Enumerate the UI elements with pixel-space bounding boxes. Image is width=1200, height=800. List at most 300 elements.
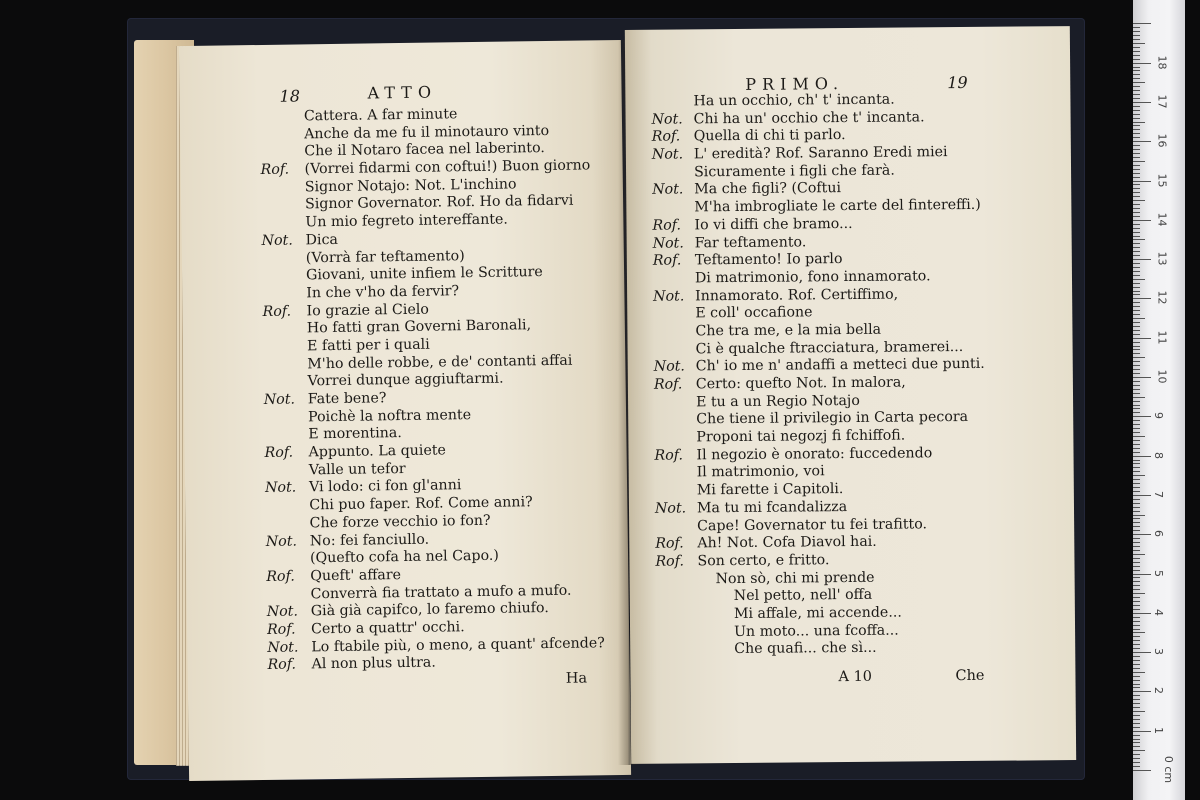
speaker-label: Rof.	[655, 553, 684, 570]
ruler-tick	[1133, 499, 1140, 500]
ruler-tick	[1133, 153, 1140, 154]
ruler-tick	[1133, 699, 1140, 700]
ruler-tick	[1133, 86, 1140, 87]
ruler-tick	[1133, 177, 1140, 178]
verse-text: Ha un occhio, ch' t' incanta.	[693, 91, 895, 110]
ruler-tick	[1133, 735, 1140, 736]
ruler-label: 3	[1152, 648, 1165, 656]
ruler-tick	[1133, 542, 1140, 543]
speaker-label: Not.	[261, 232, 293, 249]
ruler-tick	[1133, 613, 1151, 614]
ruler-tick	[1133, 149, 1140, 150]
ruler-tick	[1133, 495, 1151, 496]
ruler-tick	[1133, 605, 1140, 606]
verse-text: No: fei fanciullo.	[309, 531, 430, 549]
measuring-ruler	[1133, 0, 1185, 800]
verse-text: Proponi tai negozj fi fchiffofi.	[696, 427, 906, 446]
ruler-tick	[1133, 648, 1140, 649]
verse-text: Certo a quattr' occhi.	[310, 619, 465, 638]
right-page-catchword: Che	[955, 667, 985, 685]
ruler-label: 14	[1155, 212, 1169, 227]
ruler-tick	[1133, 503, 1140, 504]
ruler-tick	[1133, 385, 1140, 386]
ruler-tick	[1133, 570, 1140, 571]
verse-text: Al non plus ultra.	[311, 654, 436, 673]
speaker-label: Not.	[263, 391, 296, 408]
ruler-tick	[1133, 428, 1140, 429]
speaker-label: Not.	[267, 639, 299, 656]
ruler-tick	[1133, 102, 1151, 103]
ruler-tick	[1133, 558, 1140, 559]
verse-text: M'ho delle robbe, e de' contanti affai	[307, 352, 573, 372]
verse-text: Ah! Not. Cofa Diavol hai.	[697, 533, 877, 552]
verse-text: Innamorato. Rof. Certiffimo,	[695, 286, 899, 304]
verse-text: Fate bene?	[307, 390, 387, 408]
ruler-tick	[1133, 39, 1140, 40]
speaker-label: Rof.	[655, 535, 684, 552]
ruler-tick	[1133, 475, 1145, 476]
verse-text: Signor Notajo: Not. L'inchino	[304, 176, 517, 196]
ruler-tick	[1133, 173, 1140, 174]
ruler-tick	[1133, 625, 1140, 626]
verse-text: In che v'ho da fervir?	[306, 283, 460, 302]
speaker-label: Rof.	[653, 376, 683, 393]
ruler-tick	[1133, 687, 1140, 688]
verse-text: Far teftamento.	[694, 233, 807, 251]
ruler-label: 10	[1155, 369, 1169, 384]
ruler-tick	[1133, 405, 1140, 406]
ruler-tick	[1133, 538, 1140, 539]
speaker-label: Rof.	[652, 217, 682, 234]
left-page-text	[260, 106, 605, 675]
speaker-label: Not.	[654, 500, 687, 517]
ruler-tick	[1133, 680, 1140, 681]
speaker-label: Rof.	[262, 303, 292, 320]
verse-text: L' eredità? Rof. Saranno Eredi miei	[693, 144, 948, 163]
ruler-label: 11	[1155, 330, 1169, 345]
ruler-tick	[1133, 196, 1140, 197]
ruler-tick	[1133, 349, 1140, 350]
ruler-tick	[1133, 169, 1140, 170]
ruler-tick	[1133, 318, 1145, 319]
ruler-tick	[1133, 707, 1140, 708]
ruler-tick	[1133, 408, 1140, 409]
ruler-tick	[1133, 401, 1140, 402]
ruler-tick	[1133, 141, 1151, 142]
ruler-tick	[1133, 216, 1140, 217]
ruler-tick	[1133, 110, 1140, 111]
verse-text: Quella di chi ti parlo.	[693, 127, 846, 145]
ruler-tick	[1133, 727, 1140, 728]
verse-text: Ch' io me n' andaffi a metteci due punti.	[695, 356, 985, 375]
ruler-tick	[1133, 243, 1140, 244]
right-page-number: 19	[947, 72, 968, 93]
ruler-tick	[1133, 294, 1140, 295]
ruler-tick	[1133, 691, 1151, 692]
ruler-tick	[1133, 562, 1140, 563]
ruler-label: 8	[1152, 451, 1165, 459]
ruler-tick	[1133, 719, 1140, 720]
verse-text: Di matrimonio, fono innamorato.	[694, 268, 931, 287]
ruler-label: 0 cm	[1162, 755, 1176, 784]
ruler-tick	[1133, 526, 1140, 527]
ruler-tick	[1133, 574, 1151, 575]
ruler-tick	[1133, 636, 1140, 637]
speaker-label: Not.	[653, 358, 685, 376]
verse-text: Non sò, chi mi prende	[715, 569, 875, 587]
ruler-tick	[1133, 106, 1140, 107]
ruler-tick	[1133, 522, 1140, 523]
ruler-tick	[1133, 581, 1140, 582]
ruler-tick	[1133, 267, 1140, 268]
ruler-tick	[1133, 330, 1140, 331]
ruler-tick	[1133, 212, 1140, 213]
verse-text: Vi lodo: ci fon gl'anni	[308, 477, 462, 496]
ruler-tick	[1133, 597, 1140, 598]
ruler-tick	[1133, 306, 1140, 307]
ruler-tick	[1133, 644, 1140, 645]
right-page-header: PRIMO.	[745, 74, 845, 94]
verse-text: Lo ftabile più, o meno, a quant' afcende?	[311, 634, 605, 655]
verse-text: (Quefto cofa ha nel Capo.)	[309, 547, 499, 567]
ruler-tick	[1133, 114, 1140, 115]
ruler-tick	[1133, 137, 1140, 138]
ruler-tick	[1133, 515, 1145, 516]
ruler-tick	[1133, 467, 1140, 468]
ruler-tick	[1133, 507, 1140, 508]
ruler-tick	[1133, 491, 1140, 492]
ruler-tick	[1133, 133, 1140, 134]
verse-text: Nel petto, nell' offa	[733, 587, 873, 605]
ruler-tick	[1133, 200, 1145, 201]
ruler-tick	[1133, 660, 1140, 661]
ruler-tick	[1133, 118, 1140, 119]
ruler-tick	[1133, 652, 1151, 653]
ruler-tick	[1133, 334, 1140, 335]
verse-text: Io vi diffi che bramo...	[694, 215, 853, 234]
speaker-label: Rof.	[654, 447, 684, 464]
ruler-tick	[1133, 338, 1151, 339]
ruler-tick	[1133, 448, 1140, 449]
speaker-label: Not.	[652, 181, 684, 199]
ruler-tick	[1133, 676, 1140, 677]
ruler-tick	[1133, 656, 1140, 657]
ruler-tick	[1133, 263, 1140, 264]
verse-text: Son certo, e fritto.	[697, 552, 830, 570]
ruler-tick	[1133, 232, 1140, 233]
speaker-label: Rof.	[266, 621, 296, 638]
ruler-tick	[1133, 471, 1140, 472]
left-page-catchword: Ha	[565, 670, 588, 687]
speaker-label: Not.	[266, 603, 299, 621]
ruler-tick	[1133, 397, 1145, 398]
verse-text: Giovani, unite infiem le Scritture	[305, 264, 543, 284]
verse-text: Vorrei dunque aggiuftarmi.	[307, 370, 504, 390]
ruler-tick	[1133, 511, 1140, 512]
ruler-tick	[1133, 518, 1140, 519]
ruler-tick	[1133, 279, 1145, 280]
ruler-tick	[1133, 715, 1140, 716]
verse-text: Che quafi... che sì...	[734, 640, 877, 658]
ruler-tick	[1133, 145, 1140, 146]
ruler-tick	[1133, 122, 1145, 123]
ruler-tick	[1133, 239, 1145, 240]
verse-text: Signor Governator. Rof. Ho da fidarvi	[305, 193, 574, 213]
verse-text: Un mio fegreto intereffante.	[305, 211, 509, 231]
ruler-tick	[1133, 228, 1140, 229]
ruler-tick	[1133, 78, 1140, 79]
ruler-tick	[1133, 770, 1151, 771]
ruler-tick	[1133, 550, 1140, 551]
verse-text: Poichè la noftra mente	[307, 406, 472, 426]
ruler-tick	[1133, 247, 1140, 248]
ruler-tick	[1133, 440, 1140, 441]
ruler-tick	[1133, 758, 1140, 759]
verse-text: M'ha imbrogliate le carte del fintereffi.)	[694, 196, 981, 216]
ruler-label: 4	[1152, 608, 1165, 616]
speaker-label: Rof.	[267, 656, 297, 674]
ruler-tick	[1133, 357, 1145, 358]
ruler-label: 17	[1155, 94, 1169, 109]
ruler-label: 6	[1152, 530, 1165, 538]
ruler-tick	[1133, 452, 1140, 453]
verse-text: (Vorrà far teftamento)	[305, 247, 465, 266]
ruler-tick	[1133, 236, 1140, 237]
verse-text: Ma tu mi fcandalizza	[696, 498, 848, 517]
ruler-tick	[1133, 94, 1140, 95]
verse-text: Io grazie al Cielo	[306, 301, 429, 319]
verse-text: Già già capifco, lo faremo chiufo.	[310, 600, 549, 620]
ruler-tick	[1133, 322, 1140, 323]
speaker-label: Not.	[265, 533, 298, 550]
verse-text: Che tra me, e la mia bella	[695, 321, 882, 340]
ruler-tick	[1133, 711, 1145, 712]
verse-text: Che forze vecchio io fon?	[309, 512, 491, 532]
ruler-label: 9	[1152, 412, 1165, 420]
ruler-tick	[1133, 593, 1145, 594]
left-page	[179, 40, 631, 781]
verse-text: Che tiene il privilegio in Carta pecora	[696, 409, 969, 428]
ruler-tick	[1133, 412, 1140, 413]
ruler-tick	[1133, 632, 1145, 633]
verse-text: Cape! Governator tu fei trafitto.	[697, 515, 928, 534]
ruler-tick	[1133, 125, 1140, 126]
ruler-tick	[1133, 589, 1140, 590]
ruler-tick	[1133, 739, 1140, 740]
right-page-signature: A 10	[838, 668, 873, 686]
verse-text: Sicuramente i figli che farà.	[693, 162, 895, 181]
ruler-label: 18	[1155, 55, 1169, 70]
speaker-label: Not.	[264, 479, 297, 497]
ruler-label: 7	[1152, 490, 1165, 498]
ruler-tick	[1133, 546, 1140, 547]
ruler-tick	[1133, 742, 1140, 743]
speaker-label: Not.	[653, 288, 685, 305]
ruler-tick	[1133, 377, 1151, 378]
ruler-tick	[1133, 51, 1140, 52]
ruler-tick	[1133, 664, 1140, 665]
ruler-tick	[1133, 220, 1151, 221]
ruler-tick	[1133, 326, 1140, 327]
ruler-label: 15	[1155, 173, 1169, 187]
ruler-tick	[1133, 55, 1140, 56]
verse-text: E morentina.	[308, 425, 402, 443]
ruler-tick	[1133, 684, 1140, 685]
ruler-tick	[1133, 275, 1140, 276]
speaker-label: Rof.	[260, 161, 290, 179]
verse-text: (Vorrei fidarmi con coftui!) Buon giorno	[304, 157, 591, 178]
ruler-tick	[1133, 283, 1140, 284]
left-page-number: 18	[279, 86, 301, 106]
ruler-tick	[1133, 754, 1140, 755]
ruler-tick	[1133, 82, 1145, 83]
ruler-tick	[1133, 98, 1140, 99]
verse-text: Queft' affare	[310, 566, 402, 585]
ruler-tick	[1133, 369, 1140, 370]
ruler-tick	[1133, 672, 1145, 673]
ruler-tick	[1133, 723, 1140, 724]
verse-text: E fatti per i quali	[306, 336, 430, 355]
ruler-tick	[1133, 463, 1140, 464]
verse-text: Il negozio è onorato: fuccedendo	[696, 445, 933, 464]
verse-text: Un moto... una fcoffa...	[733, 622, 899, 640]
verse-text: Chi ha un' occhio che t' incanta.	[693, 109, 925, 128]
ruler-tick	[1133, 629, 1140, 630]
ruler-tick	[1133, 224, 1140, 225]
verse-text: Valle un tefor	[308, 460, 406, 479]
ruler-tick	[1133, 271, 1140, 272]
ruler-tick	[1133, 287, 1140, 288]
ruler-tick	[1133, 27, 1140, 28]
ruler-tick	[1133, 750, 1145, 751]
ruler-tick	[1133, 251, 1140, 252]
ruler-tick	[1133, 762, 1140, 763]
ruler-tick	[1133, 460, 1140, 461]
ruler-label: 13	[1155, 251, 1169, 266]
verse-text: Anche da me fu il minotauro vinto	[304, 122, 550, 143]
ruler-tick	[1133, 695, 1140, 696]
ruler-tick	[1133, 483, 1140, 484]
ruler-tick	[1133, 668, 1140, 669]
speaker-label: Rof.	[266, 568, 295, 585]
ruler-tick	[1133, 585, 1140, 586]
ruler-tick	[1133, 23, 1151, 24]
ruler-tick	[1133, 291, 1140, 292]
ruler-tick	[1133, 129, 1140, 130]
ruler-tick	[1133, 353, 1140, 354]
verse-text: Ho fatti gran Governi Baronali,	[306, 317, 532, 337]
verse-text: Mi farette i Capitoli.	[696, 481, 844, 499]
ruler-tick	[1133, 640, 1140, 641]
ruler-label: 5	[1152, 569, 1165, 577]
ruler-tick	[1133, 487, 1140, 488]
ruler-tick	[1133, 204, 1140, 205]
speaker-label: Rof.	[652, 252, 682, 269]
ruler-tick	[1133, 456, 1151, 457]
ruler-tick	[1133, 432, 1140, 433]
ruler-tick	[1133, 444, 1140, 445]
right-page	[625, 26, 1076, 764]
ruler-tick	[1133, 424, 1140, 425]
ruler-tick	[1133, 393, 1140, 394]
ruler-tick	[1133, 381, 1140, 382]
verse-text: Certo: quefto Not. In malora,	[695, 374, 906, 393]
ruler-tick	[1133, 310, 1140, 311]
ruler-tick	[1133, 389, 1140, 390]
verse-text: E tu a un Regio Notajo	[695, 392, 860, 411]
ruler-tick	[1133, 621, 1140, 622]
speaker-label: Not.	[651, 146, 684, 163]
ruler-tick	[1133, 208, 1140, 209]
verse-text: Ma che figli? (Coftui	[694, 180, 842, 198]
ruler-tick	[1133, 416, 1151, 417]
verse-text: E coll' occafione	[695, 304, 813, 322]
ruler-tick	[1133, 566, 1140, 567]
ruler-tick	[1133, 302, 1140, 303]
ruler-tick	[1133, 161, 1145, 162]
ruler-tick	[1133, 577, 1140, 578]
ruler-tick	[1133, 534, 1151, 535]
verse-text: Chi puo faper. Rof. Come anni?	[309, 494, 533, 514]
verse-text: Appunto. La quiete	[308, 442, 447, 461]
ruler-tick	[1133, 766, 1140, 767]
ruler-tick	[1133, 617, 1140, 618]
ruler-tick	[1133, 746, 1140, 747]
ruler-tick	[1133, 259, 1151, 260]
verse-text: Ci è qualche ftracciatura, bramerei...	[695, 338, 964, 357]
ruler-tick	[1133, 47, 1140, 48]
left-page-header: ATTO	[367, 82, 438, 103]
ruler-tick	[1133, 70, 1140, 71]
verse-text: Converrà fia trattato a mufo a mufo.	[310, 582, 572, 602]
ruler-tick	[1133, 420, 1140, 421]
ruler-tick	[1133, 731, 1151, 732]
ruler-tick	[1133, 255, 1140, 256]
ruler-tick	[1133, 365, 1140, 366]
ruler-tick	[1133, 165, 1140, 166]
ruler-tick	[1133, 298, 1151, 299]
ruler-label: 16	[1155, 133, 1169, 148]
ruler-tick	[1133, 314, 1140, 315]
ruler-tick	[1133, 35, 1140, 36]
verse-text: Dica	[305, 231, 339, 249]
ruler-tick	[1133, 346, 1140, 347]
ruler-tick	[1133, 192, 1140, 193]
ruler-tick	[1133, 74, 1140, 75]
speaker-label: Not.	[652, 234, 684, 252]
verse-text: Che il Notaro facea nel laberinto.	[304, 140, 545, 160]
verse-text: Cattera. A far minute	[303, 106, 458, 125]
speaker-label: Rof.	[651, 128, 681, 146]
ruler-tick	[1133, 609, 1140, 610]
ruler-tick	[1133, 67, 1140, 68]
ruler-tick	[1133, 31, 1140, 32]
ruler-tick	[1133, 157, 1140, 158]
ruler-tick	[1133, 59, 1140, 60]
ruler-tick	[1133, 601, 1140, 602]
speaker-label: Rof.	[264, 444, 294, 462]
ruler-tick	[1133, 63, 1151, 64]
ruler-tick	[1133, 188, 1140, 189]
speaker-label: Not.	[651, 111, 683, 128]
ruler-tick	[1133, 184, 1140, 185]
ruler-tick	[1133, 90, 1140, 91]
ruler-tick	[1133, 479, 1140, 480]
ruler-tick	[1133, 530, 1140, 531]
verse-text: Mi affale, mi accende...	[733, 604, 902, 622]
ruler-tick	[1133, 181, 1151, 182]
ruler-tick	[1133, 703, 1140, 704]
